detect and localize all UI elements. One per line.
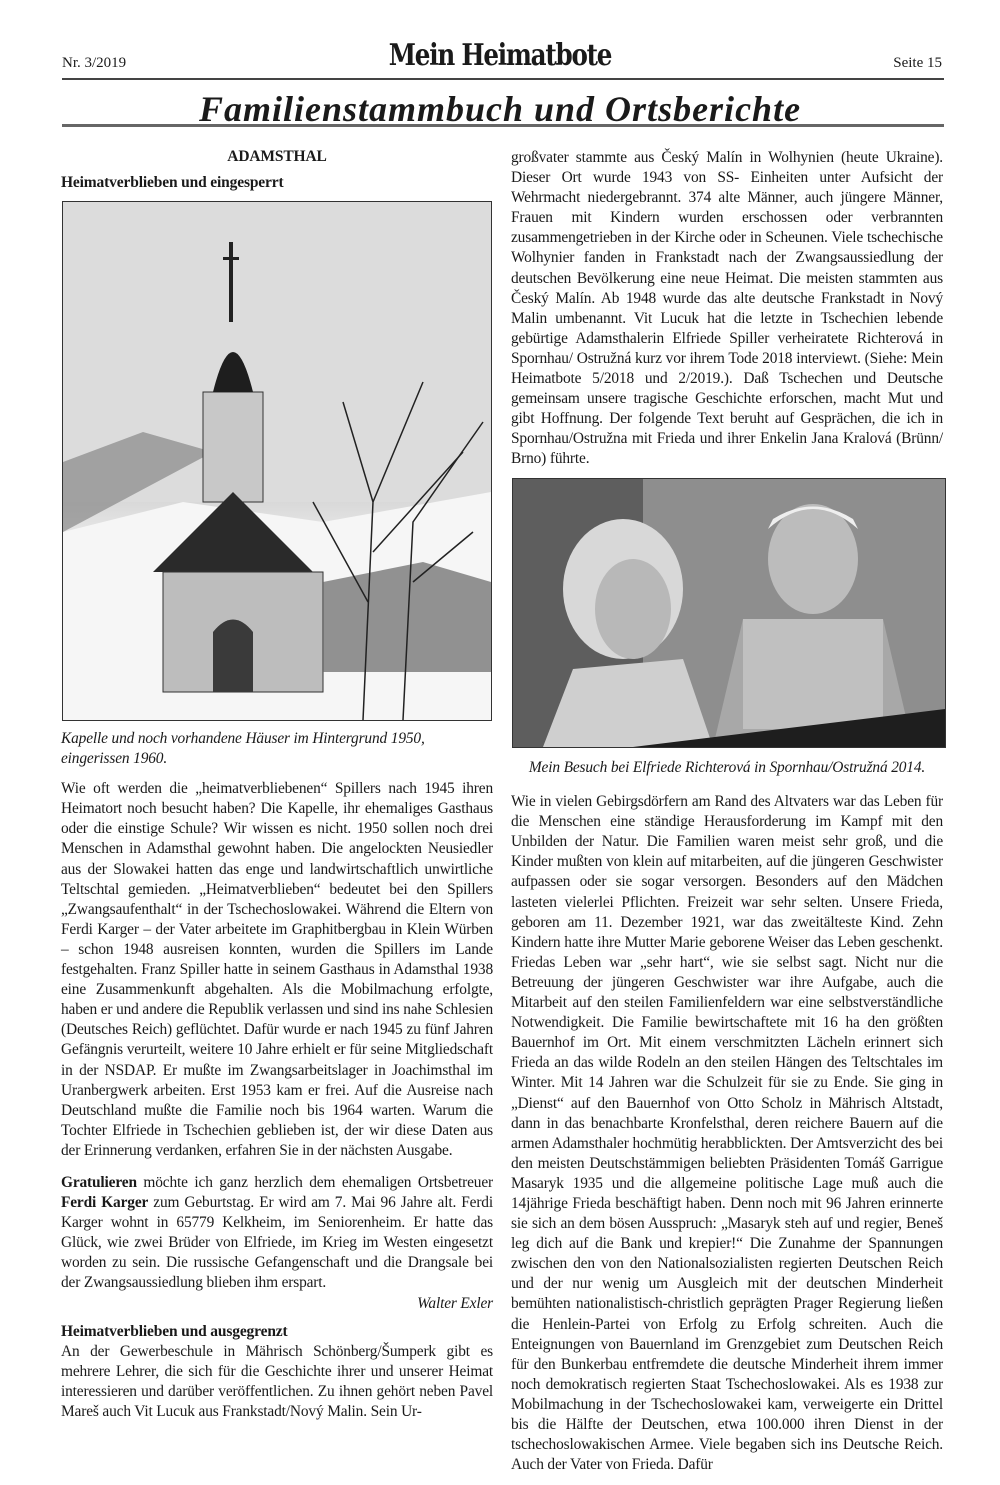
congratulation-paragraph: [61, 1173, 493, 1294]
author-signature: Walter Exler: [417, 1294, 493, 1312]
left-column-body: [61, 729, 493, 1422]
masthead-logo: Mein Heimatbote: [388, 38, 612, 73]
congratulation-text: zum Geburtstag. Er wird am 7. Mai 96 Jahre alt. Ferdi Karger wohnt in 65779 Kelkheim, im Seniorenheim. Er hatte das Glück, wie zwei Brüder von Elfriede, im Krieg im Westen eingesetzt worden zu sein. Die russische Gefangenschaft und die Drangsale bei der Zwangsaussiedlung blieben ihm erspart.: [61, 1194, 493, 1292]
issue-number: Nr. 3/2019: [62, 55, 127, 71]
article-paragraph: Wie oft werden die „heimatverbliebenen“ Spillers nach 1945 ihren Heimatort noch besucht haben? Die Kapelle, ihr ehemaliges Gasthaus oder die einstige Schule? Wir wissen es nicht. 1950 sollen noch drei Menschen in Adamsthal gewohnt haben. Die angelockten Neusiedler aus der Slowakei hatten das enge und landwirtschaftlich unwirtliche Teltschtal gemieden. „Heimatverblieben“ bedeutet bei den Spillers „Zwangsaufenthalt“ in der Tschechoslowakei. Während die Eltern von Ferdi Karger – der Vater arbeitete im Graphitbergbau in Klein Würben – schon 1948 ausreisen konnten, wurden die Spillers im Lande festgehalten. Franz Spiller hatte in seinem Gasthaus in Adamsthal 1938 eine Zusammenkunft abgehalten. Als die Mobilmachung erfolgte, haben er und andere die Republik verlassen und sind ins nahe Schlesien (Deutsches Reich) geflüchtet. Dafür wurde er nach 1945 zu fünf Jahren Gefängnis verurteilt, weitere 10 Jahre erhielt er für seine Mitgliedschaft in der NSDAP. Er mußte im Zwangsarbeitslager in Joachimsthal im Uranbergwerk arbeiten. Erst 1953 kam er frei. Auf die Ausreise nach Deutschland mußte die Familie noch bis 1964 warten. Warum die Tochter Elfriede in Tschechien geblieben ist, der wir diese Daten aus der Erinnerung verdanken, erfahren Sie in der nächsten Ausgabe.: [61, 780, 493, 1159]
section-title: Familienstammbuch und Ortsberichte: [198, 89, 802, 129]
congratulation-text: möchte ich ganz herzlich dem ehemaligen Ortsbetreuer: [136, 1173, 493, 1191]
congratulation-lead: Gratulieren: [61, 1173, 137, 1191]
place-heading: ADAMSTHAL: [227, 148, 327, 165]
header-rule: [62, 78, 944, 80]
honoree-name: Ferdi Karger: [61, 1194, 149, 1212]
page-number: Seite 15: [893, 55, 942, 71]
left-column-top: [61, 147, 493, 193]
chapel-photo-caption: Kapelle und noch vorhandene Häuser im Hintergrund 1950, eingerissen 1960.: [61, 730, 425, 768]
visit-photo-caption: Mein Besuch bei Elfriede Richterová in Spornhau/Ostružná 2014.: [528, 759, 926, 776]
visit-photo: [512, 478, 946, 748]
visit-illustration: [513, 479, 945, 747]
right-column-body: [511, 758, 943, 1475]
right-column-top: [511, 148, 943, 470]
article-subhead: Heimatverblieben und eingesperrt: [61, 174, 284, 192]
chapel-illustration: [63, 202, 491, 720]
article-paragraph: Wie in vielen Gebirgsdörfern am Rand des Altvaters war das Leben für die Menschen eine ständige Herausforderung im Kampf mit den Unbilden der Natur. Die Familien waren meist sehr groß, und die Kinder mußten von klein auf mitarbeiten, auf die jüngeren Geschwister aufpassen oder sie sogar versorgen. Besonders auf den Mädchen lasteten vielerlei Pflichten. Freizeit war sehr selten. Unsere Frieda, geboren am 11. Dezember 1921, war das zweitälteste Kind. Zehn Kindern hatte ihre Mutter Marie geborene Weiser das Leben geschenkt. Friedas Leben war „sehr hart“, wie sie selbst sagt. Nicht nur die Betreuung der jüngeren Geschwister war ihre Aufgabe, auch die Mitarbeit auf den steilen Familienfeldern war eine selbstverständliche Notwendigkeit. Die Familie bewirtschaftete mit 16 ha den größten Bauernhof im Ort. Mit einem verschmitzten Lächeln erinnert sich Frieda an das wilde Rodeln an den steilen Hängen des Teltschtales im Winter. Mit 14 Jahren war die Schulzeit für sie zu Ende. Sie ging in „Dienst“ auf den Bauernhof von Otto Scholz in Mährisch Altstadt, dann in das benachbarte Kronfelsthal, deren reichere Bauern auf die armen Adamsthaler hochmütig herabblickten. Der Amtsverzicht des bei den meisten Deutschstämmigen beliebten Präsidenten Tomáš Garrigue Masaryk 1935 und die allgemeine politische Lage muß auch die 14jährige Frieda beschäftigt haben. Denn noch mit 96 Jahren erinnerte sie sich an dem bösen Ausspruch: „Masaryk steh auf und regier, Beneš leg dich auf die Bank und krepier!“ Die Zunahme der Spannungen zwischen den von den Nationalsozialisten regierten Deutschen Reich und der nur wenig um Ausgleich mit der deutschen Minderheit bemühten nationalistisch-christlich geprägten Prager Regierung ließen die Henlein-Partei von Erfolg zu Erfolg schreiten. Auch die Enteignungen von Bauernland im Grenzgebiet zum Deutschen Reich für den Bunkerbau entfremdete die deutsche Minderheit ihrem immer noch demokratisch regierten Staat Tschechoslowakei. Als es 1938 zur Mobilmachung in der Tschechoslowakei kam, verweigerte ein Drittel bis die Hälfte der Deutschen, etwa 100.000 ihren Dienst in der tschechoslowakischen Armee. Viele begaben sich ins Deutsche Reich. Auch der Vater von Frieda. Dafür: [511, 793, 943, 1474]
section-rule: [62, 124, 944, 127]
article-subhead: Heimatverblieben und ausgegrenzt: [61, 1322, 288, 1340]
article-paragraph: großvater stammte aus Český Malín in Wolhynien (heute Ukraine). Dieser Ort wurde 1943 von SS- Einheiten unter Aufsicht der Wehrmacht niedergebrannt. 374 alte Männer, auch jüngere Männer, Frauen mit Kindern wurden erschossen oder verbrannten zusammengetrieben in der Kirche oder in Scheunen. Viele tschechische Wolhynier fanden in Frankstadt nach der Zwangsaussiedlung der deutschen Bevölkerung eine neue Heimat. Die meisten stammten aus Český Malín. Ab 1948 wurde das alte deutsche Frankstadt in Nový Malin umbenannt. Vit Lucuk hat die letzte in Tschechien lebende gebürtige Adamsthalerin Elfriede Spiller verheiratete Richterová in Spornhau/ Ostružná kurz vor ihrem Tode 2018 interviewt. (Siehe: Mein Heimatbote 5/2018 und 2/2019.). Daß Tschechen und Deutsche gemeinsam unsere tragische Geschichte erforschen, macht Mut und gibt Hoffnung. Der folgende Text beruht auf Gesprächen, die ich in Spornhau/Ostružna mit Frieda und ihrer Enkelin Jana Kralová (Brünn/ Brno) führte.: [511, 149, 943, 468]
chapel-photo: [62, 201, 492, 721]
article-paragraph: An der Gewerbeschule in Mährisch Schönberg/Šumperk gibt es mehrere Lehrer, die sich für die Geschichte ihrer und unserer Heimat interessieren und darüber veröffentlichen. Zu ihnen gehört neben Pavel Mareš auch Vit Lucuk aus Frankstadt/Nový Malin. Sein Ur-: [61, 1342, 493, 1420]
